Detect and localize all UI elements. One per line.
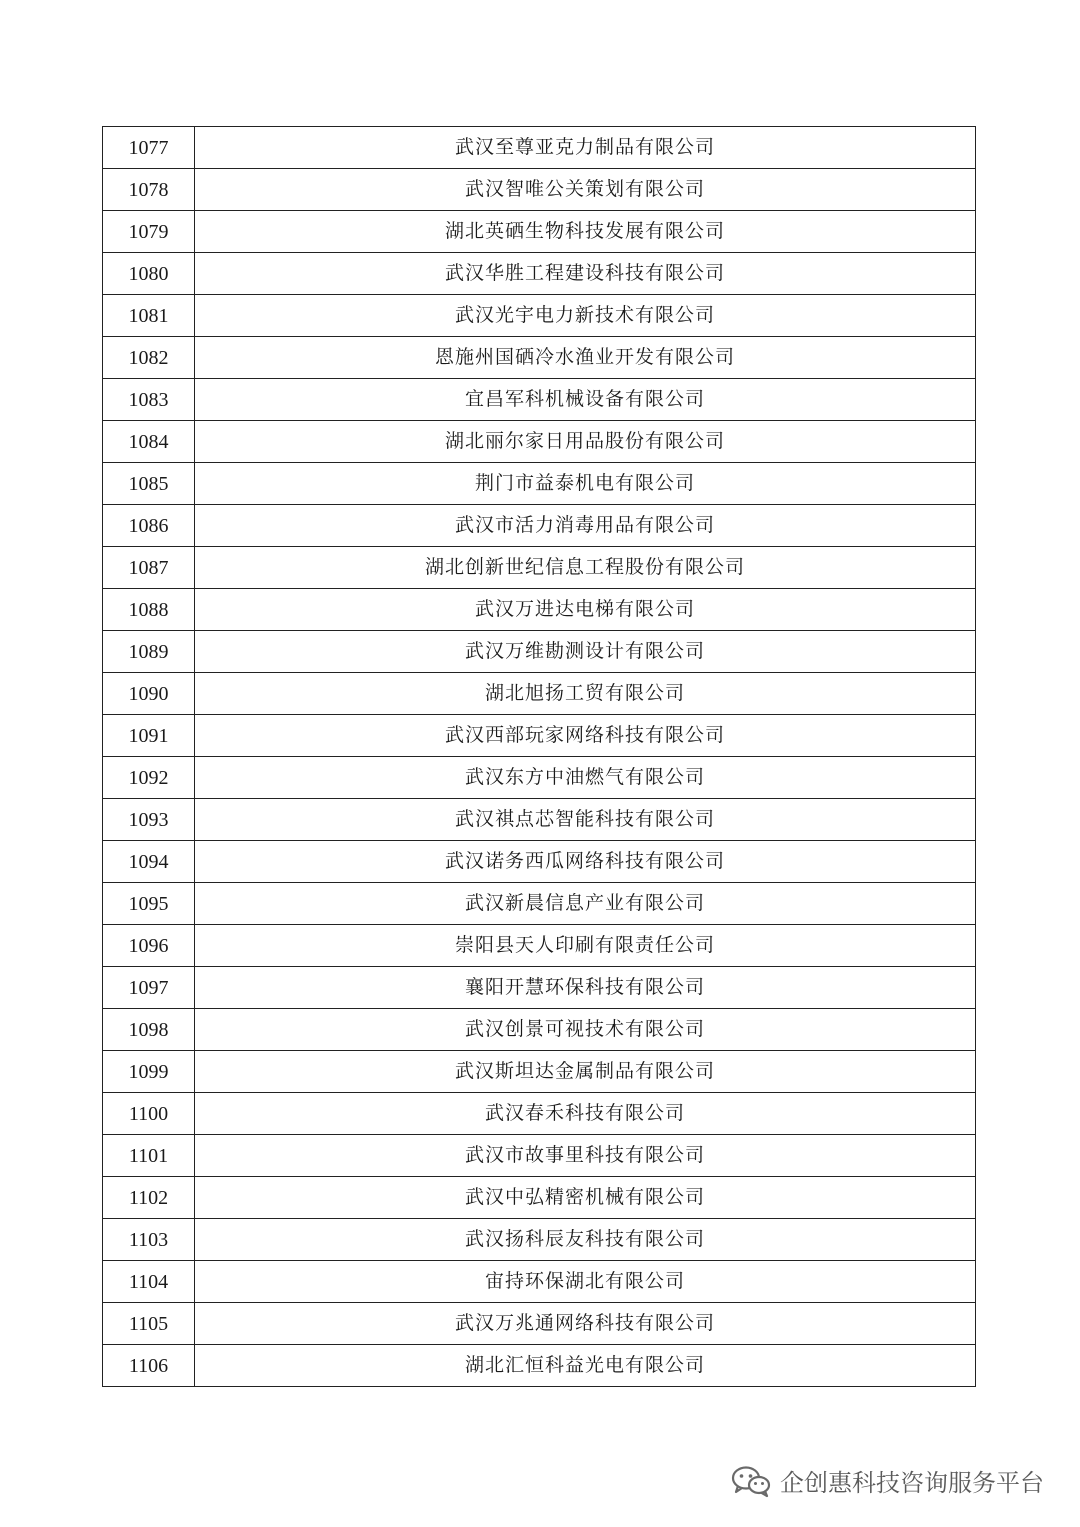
table-row [103,1303,976,1345]
table-row [103,421,976,463]
table-row [103,1219,976,1261]
table-row [103,547,976,589]
table-row [103,505,976,547]
company-name: 武汉光宇电力新技术有限公司 [195,295,976,337]
company-name: 武汉新晨信息产业有限公司 [195,883,976,925]
row-number: 1103 [103,1219,195,1261]
table-row [103,715,976,757]
table-row [103,883,976,925]
row-number: 1094 [103,841,195,883]
company-name: 武汉万兆通网络科技有限公司 [195,1303,976,1345]
table-row [103,841,976,883]
company-name: 武汉西部玩家网络科技有限公司 [195,715,976,757]
company-name: 武汉诺务西瓜网络科技有限公司 [195,841,976,883]
wechat-icon [730,1464,772,1498]
table-row [103,589,976,631]
table-row [103,379,976,421]
company-name: 武汉中弘精密机械有限公司 [195,1177,976,1219]
row-number: 1099 [103,1051,195,1093]
row-number: 1088 [103,589,195,631]
row-number: 1086 [103,505,195,547]
table-row [103,211,976,253]
company-name: 武汉万维勘测设计有限公司 [195,631,976,673]
table-row [103,1051,976,1093]
table-row [103,1135,976,1177]
company-name: 武汉东方中油燃气有限公司 [195,757,976,799]
table-row [103,1009,976,1051]
table-row [103,673,976,715]
company-list-body [103,127,976,1387]
row-number: 1098 [103,1009,195,1051]
watermark [730,1463,1044,1498]
row-number: 1083 [103,379,195,421]
row-number: 1105 [103,1303,195,1345]
table-row [103,631,976,673]
row-number: 1081 [103,295,195,337]
company-name: 武汉华胜工程建设科技有限公司 [195,253,976,295]
table-row [103,1345,976,1387]
table-row [103,169,976,211]
row-number: 1091 [103,715,195,757]
table-row [103,757,976,799]
table-row [103,925,976,967]
company-list-table [102,126,976,1387]
watermark-text: 企创惠科技咨询服务平台 [780,1469,1044,1497]
company-name: 武汉市活力消毒用品有限公司 [195,505,976,547]
company-name: 武汉扬科辰友科技有限公司 [195,1219,976,1261]
company-name: 宜昌军科机械设备有限公司 [195,379,976,421]
row-number: 1078 [103,169,195,211]
company-name: 武汉祺点芯智能科技有限公司 [195,799,976,841]
company-name: 襄阳开慧环保科技有限公司 [195,967,976,1009]
company-name: 湖北丽尔家日用品股份有限公司 [195,421,976,463]
row-number: 1096 [103,925,195,967]
row-number: 1089 [103,631,195,673]
row-number: 1092 [103,757,195,799]
table-row [103,337,976,379]
row-number: 1082 [103,337,195,379]
company-name: 宙持环保湖北有限公司 [195,1261,976,1303]
row-number: 1095 [103,883,195,925]
company-name: 荆门市益泰机电有限公司 [195,463,976,505]
company-name: 武汉至尊亚克力制品有限公司 [195,127,976,169]
row-number: 1097 [103,967,195,1009]
table-row [103,127,976,169]
table-row [103,253,976,295]
row-number: 1084 [103,421,195,463]
table-row [103,1177,976,1219]
table-row [103,463,976,505]
table-row [103,967,976,1009]
company-name: 武汉智唯公关策划有限公司 [195,169,976,211]
company-name: 武汉市故事里科技有限公司 [195,1135,976,1177]
company-name: 湖北汇恒科益光电有限公司 [195,1345,976,1387]
row-number: 1077 [103,127,195,169]
row-number: 1102 [103,1177,195,1219]
company-name: 武汉万进达电梯有限公司 [195,589,976,631]
row-number: 1090 [103,673,195,715]
row-number: 1080 [103,253,195,295]
table-row [103,799,976,841]
row-number: 1093 [103,799,195,841]
table-row [103,1261,976,1303]
company-name: 湖北英硒生物科技发展有限公司 [195,211,976,253]
company-name: 武汉创景可视技术有限公司 [195,1009,976,1051]
row-number: 1087 [103,547,195,589]
row-number: 1106 [103,1345,195,1387]
table-row [103,1093,976,1135]
company-name: 湖北旭扬工贸有限公司 [195,673,976,715]
company-name: 湖北创新世纪信息工程股份有限公司 [195,547,976,589]
table-row [103,295,976,337]
row-number: 1101 [103,1135,195,1177]
company-name: 武汉斯坦达金属制品有限公司 [195,1051,976,1093]
company-name: 武汉春禾科技有限公司 [195,1093,976,1135]
row-number: 1104 [103,1261,195,1303]
company-name: 恩施州国硒冷水渔业开发有限公司 [195,337,976,379]
row-number: 1100 [103,1093,195,1135]
row-number: 1085 [103,463,195,505]
row-number: 1079 [103,211,195,253]
company-name: 崇阳县天人印刷有限责任公司 [195,925,976,967]
